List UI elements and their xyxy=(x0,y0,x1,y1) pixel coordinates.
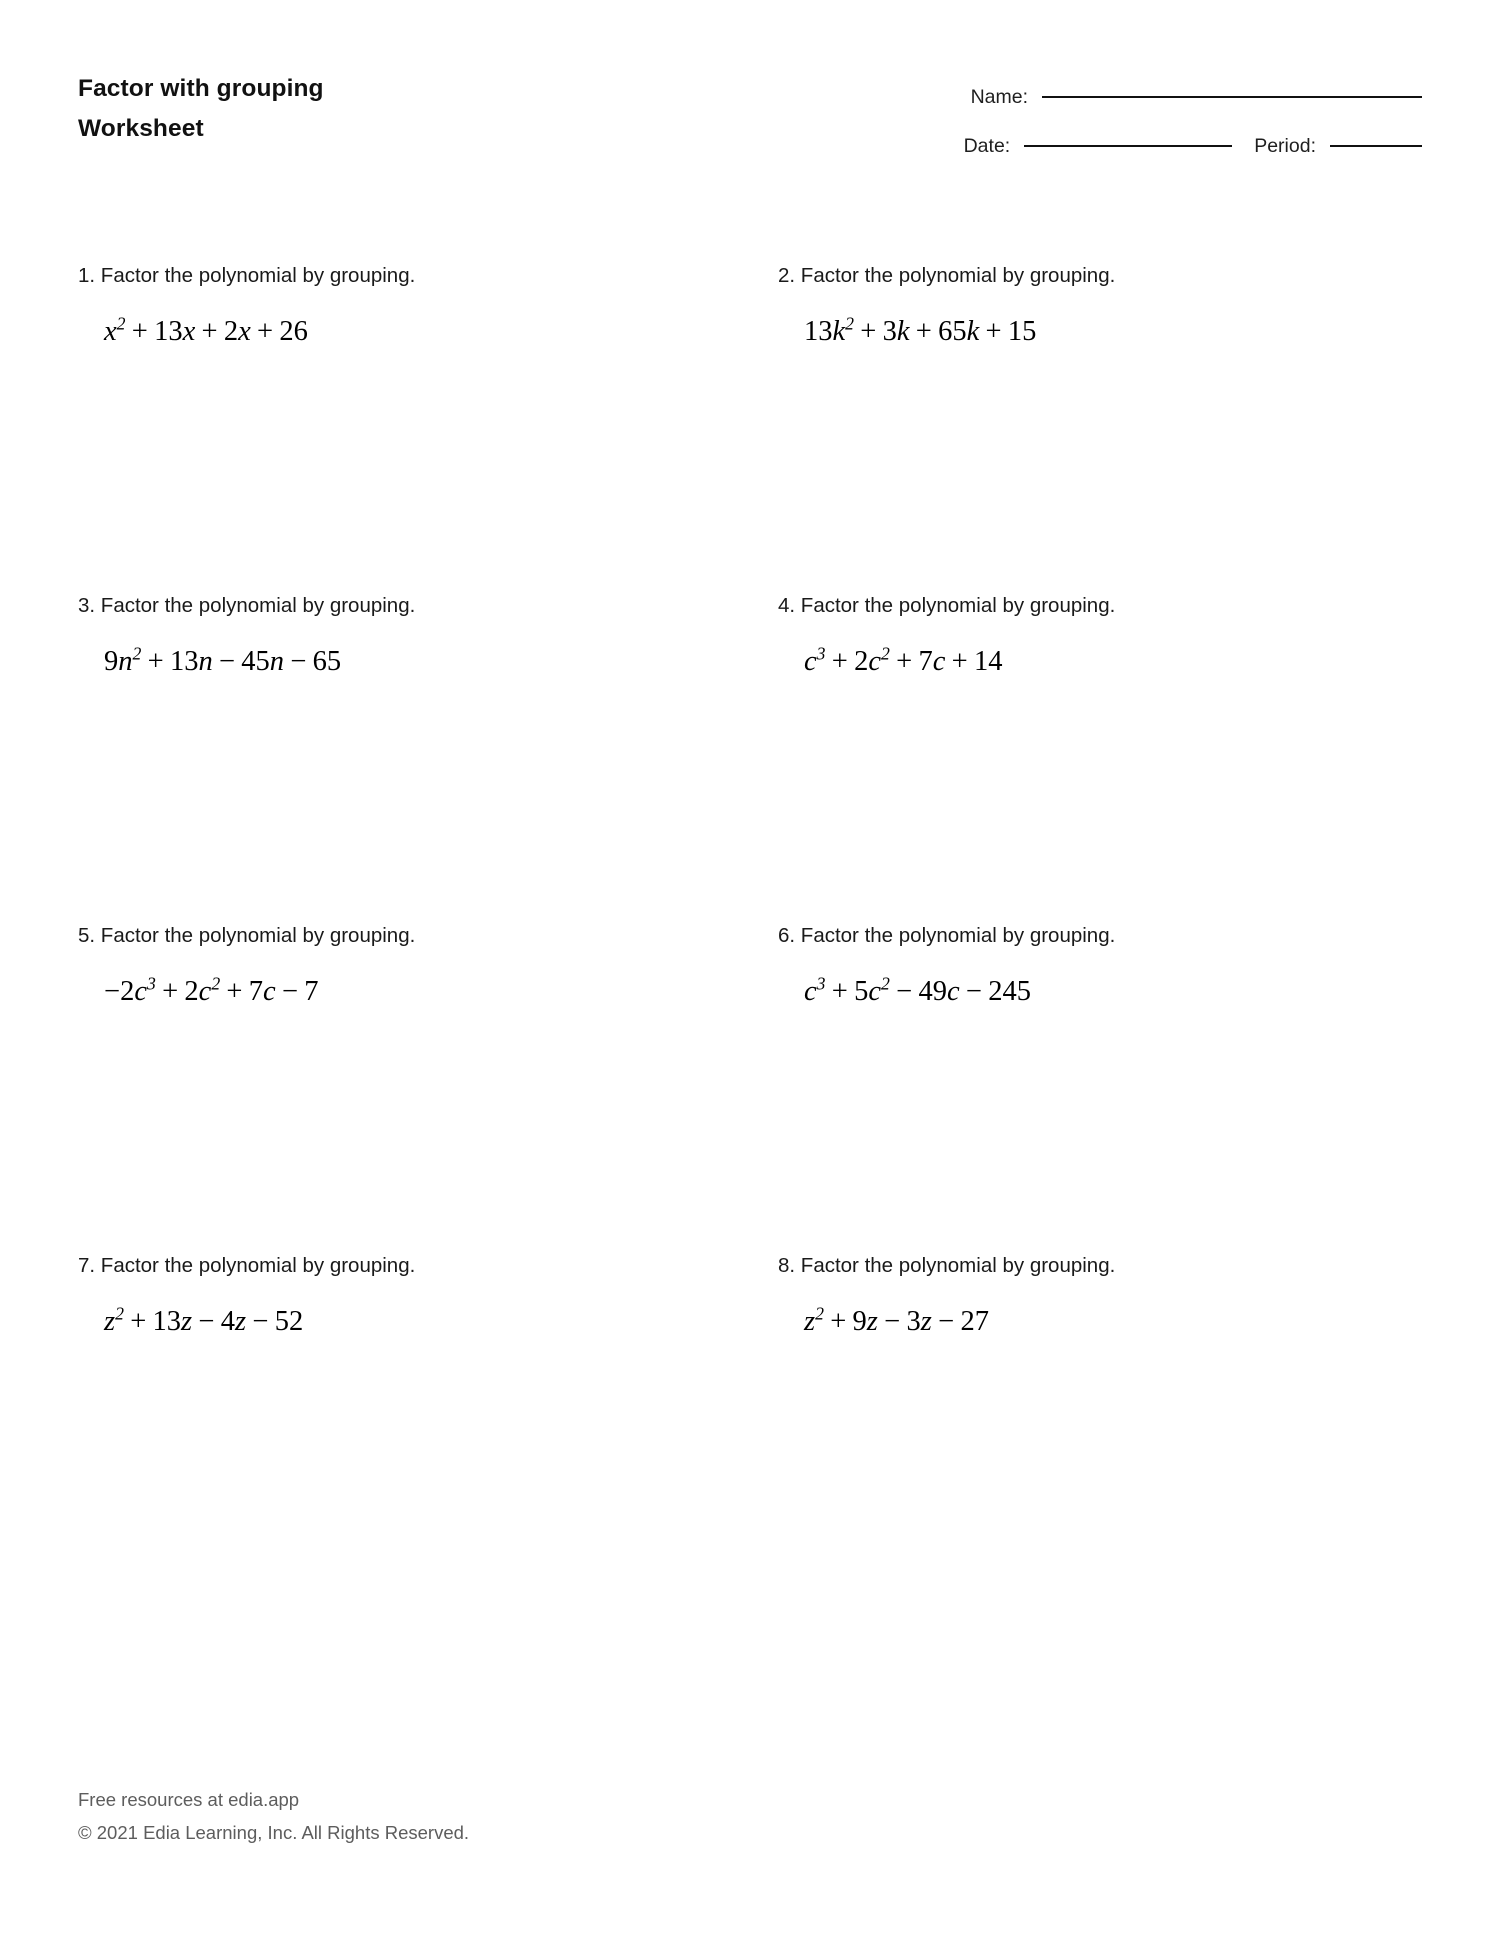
answer-work-space[interactable] xyxy=(78,1337,778,1527)
math-exponent: 3 xyxy=(816,643,826,664)
math-number: 7 xyxy=(918,645,933,677)
math-number: 2 xyxy=(120,975,135,1007)
math-number: 15 xyxy=(1007,315,1037,347)
math-variable: $c^3$ xyxy=(804,643,826,677)
name-field-row xyxy=(971,86,1422,109)
math-variable: $n^2$ xyxy=(118,643,142,677)
math-exponent: 2 xyxy=(815,1303,824,1324)
math-variable: $z^2$ xyxy=(104,1303,124,1337)
problem-6 xyxy=(778,922,1422,1252)
problem-4 xyxy=(778,592,1422,922)
student-info-fields xyxy=(964,86,1422,158)
math-operator: + xyxy=(201,315,218,347)
math-operator: + xyxy=(915,315,932,347)
math-operator: + xyxy=(896,645,913,677)
math-operator: − xyxy=(218,645,236,677)
math-variable: z xyxy=(234,1305,247,1337)
problem-prompt: 1. Factor the polynomial by grouping. xyxy=(78,264,416,287)
math-number: 13 xyxy=(804,315,833,347)
math-variable: $c^2$ xyxy=(868,643,890,677)
answer-work-space[interactable] xyxy=(78,677,778,867)
period-label: Period: xyxy=(1254,135,1316,157)
math-variable: x xyxy=(182,315,196,347)
math-variable: z xyxy=(866,1305,878,1337)
math-operator: + xyxy=(985,315,1002,347)
math-number: 3 xyxy=(882,315,897,347)
problem-7 xyxy=(78,1252,778,1582)
math-number: 5 xyxy=(854,975,869,1007)
math-number: 9 xyxy=(852,1305,867,1337)
math-exponent: 3 xyxy=(146,973,156,994)
worksheet-title: Factor with grouping xyxy=(78,75,324,102)
problem-5 xyxy=(78,922,778,1252)
math-variable: c xyxy=(946,975,960,1007)
problem-expression xyxy=(104,973,778,1007)
math-number: 2 xyxy=(223,315,239,347)
math-exponent: 2 xyxy=(211,973,221,994)
math-operator: + xyxy=(830,1305,847,1337)
problem-8 xyxy=(778,1252,1422,1582)
worksheet-subtitle: Worksheet xyxy=(78,114,204,142)
worksheet-header xyxy=(78,76,1422,158)
math-number: 9 xyxy=(104,645,119,677)
math-number: 13 xyxy=(154,315,183,347)
math-number: 245 xyxy=(988,975,1031,1007)
math-operator: + xyxy=(257,315,274,347)
math-number: 52 xyxy=(274,1305,304,1337)
math-number: 65 xyxy=(938,315,967,347)
problems-grid xyxy=(78,262,1422,1582)
page-footer xyxy=(78,1788,469,1845)
answer-work-space[interactable] xyxy=(778,677,1422,867)
math-number: 49 xyxy=(918,975,947,1007)
math-variable: n xyxy=(269,645,285,677)
math-number: 26 xyxy=(279,315,308,347)
math-operator: − xyxy=(884,1305,901,1337)
math-exponent: 2 xyxy=(115,1303,124,1324)
footer-resources-text: Free resources at edia.app xyxy=(78,1789,300,1810)
footer-copyright-text: © 2021 Edia Learning, Inc. All Rights Reserved. xyxy=(78,1822,470,1844)
problem-expression xyxy=(104,313,778,347)
math-exponent: 2 xyxy=(881,643,890,664)
math-operator: + xyxy=(131,315,148,347)
math-exponent: 2 xyxy=(132,643,142,664)
math-exponent: 3 xyxy=(816,973,826,994)
math-exponent: 2 xyxy=(845,313,854,334)
math-number: 27 xyxy=(960,1305,989,1337)
date-input-line[interactable] xyxy=(1024,145,1232,147)
math-operator: − xyxy=(290,645,307,677)
math-operator: − xyxy=(198,1305,215,1337)
math-number: 13 xyxy=(152,1305,182,1337)
math-number: 13 xyxy=(169,645,199,677)
math-operator: + xyxy=(831,645,848,677)
math-variable: z xyxy=(181,1305,193,1337)
math-operator: − xyxy=(938,1305,955,1337)
math-variable: z xyxy=(920,1305,932,1337)
problem-prompt: 8. Factor the polynomial by grouping. xyxy=(778,1254,1116,1277)
problem-2 xyxy=(778,262,1422,592)
problem-3 xyxy=(78,592,778,922)
name-label: Name: xyxy=(970,86,1028,108)
math-operator: − xyxy=(896,975,913,1007)
date-label: Date: xyxy=(963,135,1011,157)
title-block xyxy=(78,76,324,143)
math-number: 7 xyxy=(248,975,264,1007)
problem-expression xyxy=(104,643,778,677)
math-variable: x xyxy=(238,315,251,347)
math-exponent: 2 xyxy=(881,973,890,994)
answer-work-space[interactable] xyxy=(78,347,778,537)
problem-prompt: 2. Factor the polynomial by grouping. xyxy=(778,264,1116,287)
math-operator: + xyxy=(951,645,968,677)
problem-prompt: 5. Factor the polynomial by grouping. xyxy=(78,924,416,947)
math-exponent: 2 xyxy=(116,313,126,334)
math-variable: n xyxy=(198,645,213,677)
math-number: 2 xyxy=(854,645,869,677)
math-number: 2 xyxy=(184,975,199,1007)
math-variable: c xyxy=(932,645,946,677)
date-period-field-row xyxy=(964,135,1422,158)
problem-expression xyxy=(804,643,1422,677)
math-variable: $x^2$ xyxy=(104,313,126,347)
problem-prompt: 6. Factor the polynomial by grouping. xyxy=(778,924,1116,947)
period-input-line[interactable] xyxy=(1330,145,1422,147)
problem-prompt: 3. Factor the polynomial by grouping. xyxy=(78,594,416,617)
math-number: 45 xyxy=(241,645,270,677)
math-operator: + xyxy=(147,645,164,677)
math-variable: $c^2$ xyxy=(868,973,890,1007)
math-number: 7 xyxy=(304,975,319,1007)
math-operator: − xyxy=(965,975,982,1007)
math-operator: + xyxy=(226,975,243,1007)
math-operator: + xyxy=(831,975,848,1007)
math-variable: $c^2$ xyxy=(198,973,221,1007)
math-variable: c xyxy=(263,975,276,1007)
answer-work-space[interactable] xyxy=(778,1337,1422,1527)
math-operator: − xyxy=(281,975,299,1007)
math-sign: − xyxy=(104,975,121,1007)
problem-expression xyxy=(804,313,1422,347)
math-number: 14 xyxy=(973,645,1003,677)
math-variable: $z^2$ xyxy=(804,1303,824,1337)
math-operator: + xyxy=(860,315,877,347)
math-variable: k xyxy=(966,315,980,347)
math-variable: $k^2$ xyxy=(832,313,854,347)
math-number: 65 xyxy=(312,645,342,677)
problem-prompt: 4. Factor the polynomial by grouping. xyxy=(778,594,1116,617)
answer-work-space[interactable] xyxy=(778,347,1422,537)
math-operator: + xyxy=(130,1305,147,1337)
problem-expression xyxy=(804,973,1422,1007)
math-number: 3 xyxy=(906,1305,921,1337)
problem-expression xyxy=(104,1303,778,1337)
problem-prompt: 7. Factor the polynomial by grouping. xyxy=(78,1254,416,1277)
math-operator: + xyxy=(162,975,179,1007)
math-variable: $c^3$ xyxy=(804,973,826,1007)
math-variable: $c^3$ xyxy=(134,973,156,1007)
problem-expression xyxy=(804,1303,1422,1337)
math-number: 4 xyxy=(220,1305,235,1337)
problem-1 xyxy=(78,262,778,592)
math-variable: k xyxy=(896,315,910,347)
name-input-line[interactable] xyxy=(1042,96,1422,98)
answer-work-space[interactable] xyxy=(778,1007,1422,1197)
math-operator: − xyxy=(252,1305,269,1337)
answer-work-space[interactable] xyxy=(78,1007,778,1197)
